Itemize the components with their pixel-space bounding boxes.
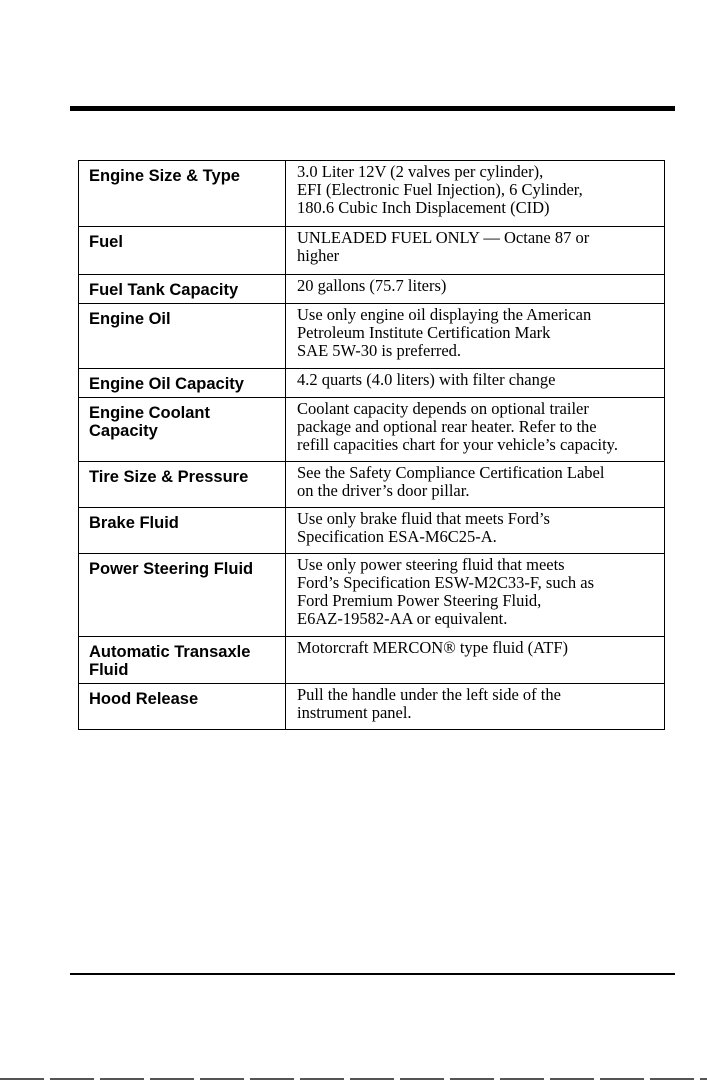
spec-value-line: higher <box>297 246 340 265</box>
spec-label: Engine Oil <box>79 304 286 369</box>
spec-value-line: UNLEADED FUEL ONLY — Octane 87 or <box>297 228 590 247</box>
spec-label: Brake Fluid <box>79 508 286 554</box>
spec-label: Fuel Tank Capacity <box>79 275 286 304</box>
spec-value-line: 3.0 Liter 12V (2 valves per cylinder), <box>297 162 544 181</box>
bottom-rule <box>70 973 675 975</box>
spec-value <box>286 684 665 730</box>
spec-row-tire-size-pressure <box>79 462 665 508</box>
spec-label: Hood Release <box>79 684 286 730</box>
scan-edge-dashes <box>0 1078 707 1080</box>
spec-label: Power Steering Fluid <box>79 554 286 637</box>
spec-value-line: Use only brake fluid that meets Ford’s <box>297 509 550 528</box>
spec-row-fuel <box>79 227 665 275</box>
spec-row-engine-coolant-capacity <box>79 398 665 462</box>
spec-label: Engine Size & Type <box>79 161 286 227</box>
spec-value-line: Motorcraft MERCON® type fluid (ATF) <box>297 638 569 657</box>
spec-value-line: Petroleum Institute Certification Mark <box>297 323 551 342</box>
spec-value-line: Coolant capacity depends on optional trailer <box>297 399 589 418</box>
spec-value <box>286 275 665 304</box>
spec-row-engine-oil-capacity <box>79 369 665 398</box>
spec-row-power-steering-fluid <box>79 554 665 637</box>
spec-value-line: 20 gallons (75.7 liters) <box>297 276 447 295</box>
spec-value-line: Use only engine oil displaying the American <box>297 305 592 324</box>
spec-value <box>286 304 665 369</box>
spec-row-fuel-tank-capacity <box>79 275 665 304</box>
spec-value-line: package and optional rear heater. Refer to the <box>297 417 597 436</box>
spec-row-hood-release <box>79 684 665 730</box>
spec-label: Tire Size & Pressure <box>79 462 286 508</box>
spec-value <box>286 508 665 554</box>
specifications-table <box>78 160 665 730</box>
spec-value-line: Pull the handle under the left side of the <box>297 685 561 704</box>
spec-value-line: Specification ESA-M6C25-A. <box>297 527 497 546</box>
spec-value-line: instrument panel. <box>297 703 412 722</box>
spec-value-line: Ford Premium Power Steering Fluid, <box>297 591 542 610</box>
spec-value <box>286 554 665 637</box>
spec-label: Engine Coolant Capacity <box>79 398 286 462</box>
spec-label: Fuel <box>79 227 286 275</box>
spec-value-line: 4.2 quarts (4.0 liters) with filter change <box>297 370 556 389</box>
spec-label: Engine Oil Capacity <box>79 369 286 398</box>
spec-row-engine-size <box>79 161 665 227</box>
spec-label: Automatic Transaxle Fluid <box>79 637 286 684</box>
spec-value <box>286 398 665 462</box>
spec-value <box>286 637 665 684</box>
top-rule <box>70 106 675 111</box>
spec-row-brake-fluid <box>79 508 665 554</box>
spec-value-line: See the Safety Compliance Certification Label <box>297 463 605 482</box>
spec-value <box>286 161 665 227</box>
spec-value-line: Ford’s Specification ESW-M2C33-F, such as <box>297 573 595 592</box>
spec-value-line: 180.6 Cubic Inch Displacement (CID) <box>297 198 550 217</box>
spec-value <box>286 462 665 508</box>
spec-value-line: E6AZ-19582-AA or equivalent. <box>297 609 508 628</box>
spec-value-line: refill capacities chart for your vehicle’s capacity. <box>297 435 618 454</box>
spec-value <box>286 227 665 275</box>
spec-value-line: SAE 5W-30 is preferred. <box>297 341 462 360</box>
spec-value-line: EFI (Electronic Fuel Injection), 6 Cylinder, <box>297 180 583 199</box>
spec-value <box>286 369 665 398</box>
spec-row-engine-oil <box>79 304 665 369</box>
spec-value-line: on the driver’s door pillar. <box>297 481 470 500</box>
spec-row-automatic-transaxle-fluid <box>79 637 665 684</box>
spec-value-line: Use only power steering fluid that meets <box>297 555 565 574</box>
